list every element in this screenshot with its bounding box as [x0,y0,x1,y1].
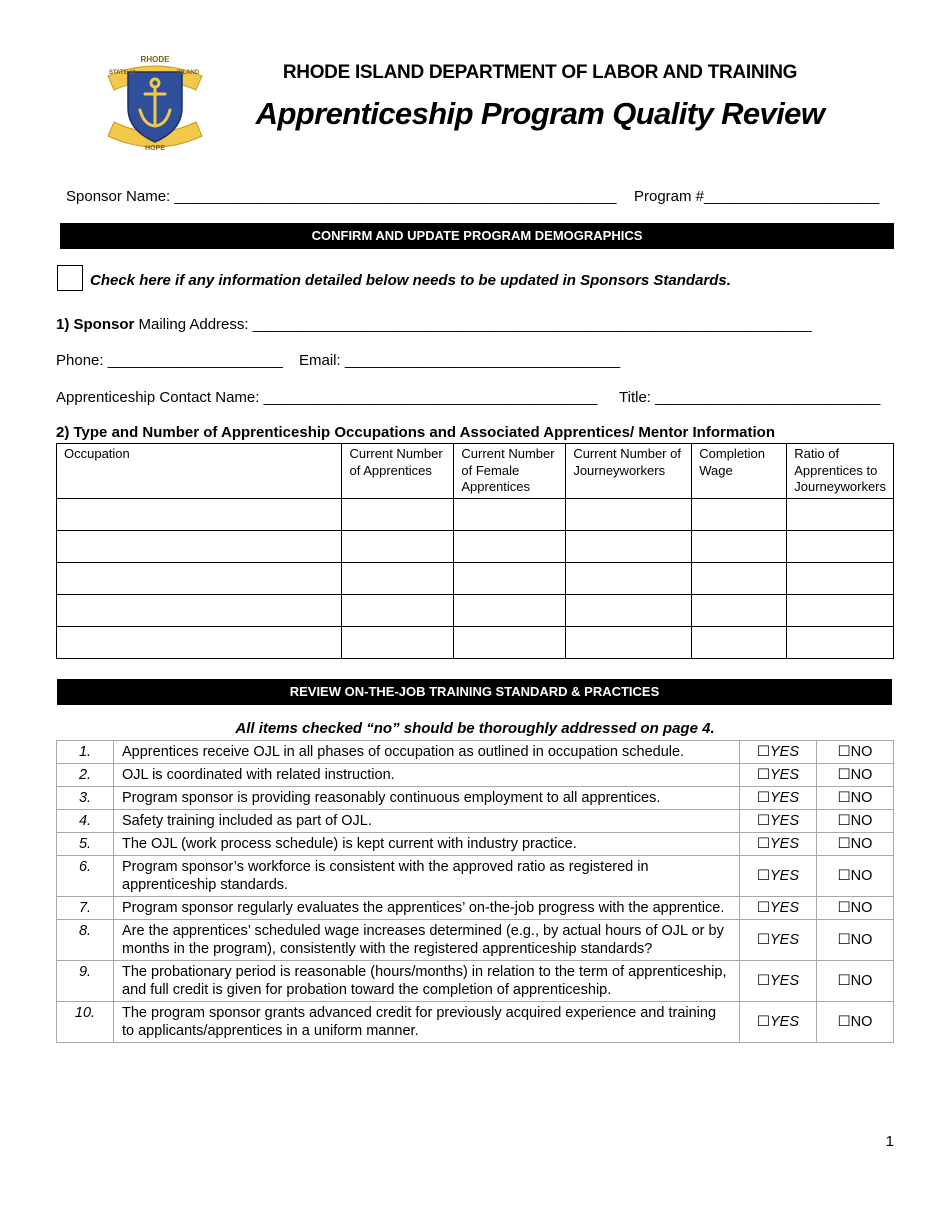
yes-checkbox[interactable]: ☐YES [756,767,799,783]
demographics-section-heading: CONFIRM AND UPDATE PROGRAM DEMOGRAPHICS [60,223,894,249]
column-header-female-apprentices: Current Number of Female Apprentices [454,444,566,499]
review-item-number: 2. [78,767,92,783]
occupation-row [57,562,894,594]
table-cell[interactable] [342,562,454,594]
no-checkbox[interactable]: ☐NO [837,813,873,829]
review-cell [114,741,740,764]
no-checkbox[interactable]: ☐NO [837,767,873,783]
review-note: All items checked “no” should be thoroughly addressed on page 4. [235,720,715,737]
table-cell[interactable] [57,530,342,562]
no-checkbox[interactable]: ☐NO [837,973,873,989]
column-header-ratio: Ratio of Apprentices to Journeyworkers [787,444,894,499]
yes-checkbox[interactable]: ☐YES [756,932,799,948]
review-cell [817,961,894,1002]
page-number: 1 [885,1133,894,1150]
table-cell[interactable] [692,562,787,594]
table-cell[interactable] [566,626,692,658]
review-cell [817,787,894,810]
table-cell[interactable] [566,498,692,530]
occupations-section-title: 2) Type and Number of Apprenticeship Occupations and Associated Apprentices/ Mentor Information [56,424,775,441]
review-item-number: 3. [78,790,92,806]
review-item-text: Program sponsor’s workforce is consistent with the approved ratio as registered in apprenticeship standards. [122,859,649,893]
review-cell [57,810,114,833]
review-item-number: 7. [78,900,92,916]
review-cell [740,897,817,920]
table-cell[interactable] [692,530,787,562]
review-cell [114,1002,740,1043]
no-checkbox[interactable]: ☐NO [837,868,873,884]
review-item-text: Safety training included as part of OJL. [122,813,372,829]
review-cell [57,856,114,897]
review-cell [114,787,740,810]
table-cell[interactable] [566,530,692,562]
review-cell [740,1002,817,1043]
update-standards-note: Check here if any information detailed below needs to be updated in Sponsors Standards. [90,272,731,289]
review-cell [57,961,114,1002]
review-item-text: OJL is coordinated with related instruction. [122,767,395,783]
review-checklist-table [56,740,894,1043]
seal-text-right: ISLAND [176,70,200,76]
seal-text-bottom: HOPE [145,145,165,152]
table-cell[interactable] [454,562,566,594]
review-item-number: 4. [78,813,92,829]
review-cell [817,1002,894,1043]
review-item-row [57,856,894,897]
table-cell[interactable] [454,498,566,530]
review-cell [114,961,740,1002]
review-cell [57,920,114,961]
review-cell [817,833,894,856]
review-item-number: 8. [78,923,92,939]
review-cell [57,1002,114,1043]
form-title: Apprenticeship Program Quality Review [255,96,825,131]
sponsor-section-label: 1) Sponsor [56,316,135,333]
review-cell [740,856,817,897]
review-cell [57,897,114,920]
table-cell[interactable] [787,626,894,658]
occupation-row [57,594,894,626]
program-number-field[interactable]: Program #_____________________ [634,188,880,205]
review-cell [740,961,817,1002]
yes-checkbox[interactable]: ☐YES [756,900,799,916]
email-field[interactable]: Email: _________________________________ [299,352,621,369]
review-item-text: Program sponsor is providing reasonably continuous employment to all apprentices. [122,790,661,806]
table-cell[interactable] [566,562,692,594]
mailing-address-field[interactable] [56,316,812,333]
review-cell [114,764,740,787]
review-cell [740,810,817,833]
yes-checkbox[interactable]: ☐YES [756,744,799,760]
review-cell [817,741,894,764]
yes-checkbox[interactable]: ☐YES [756,1014,799,1030]
table-cell[interactable] [692,498,787,530]
column-header-current-apprentices: Current Number of Apprentices [342,444,454,499]
occupation-row [57,530,894,562]
review-cell [57,741,114,764]
table-cell[interactable] [692,594,787,626]
review-cell [114,810,740,833]
contact-name-field[interactable]: Apprenticeship Contact Name: ________________________________________ [56,389,598,406]
review-item-text: The probationary period is reasonable (hours/months) in relation to the term of apprenticeship, and full credit is given for probation toward the completion of apprenticeship. [122,964,727,998]
review-cell [817,764,894,787]
review-item-row [57,764,894,787]
review-cell [817,897,894,920]
yes-checkbox[interactable]: ☐YES [756,813,799,829]
review-cell [740,741,817,764]
occupations-table [56,443,894,659]
review-item-row [57,1002,894,1043]
table-cell[interactable] [787,498,894,530]
occupation-row [57,498,894,530]
review-cell [57,764,114,787]
review-item-text: Apprentices receive OJL in all phases of occupation as outlined in occupation schedule. [122,744,685,760]
review-cell [740,764,817,787]
review-item-row [57,833,894,856]
table-cell[interactable] [342,594,454,626]
review-item-text: Are the apprentices’ scheduled wage increases determined (e.g., by actual hours of OJL or by months in the program), consistently with the registered apprenticeship standards? [122,923,724,957]
table-cell[interactable] [454,530,566,562]
yes-checkbox[interactable]: ☐YES [756,790,799,806]
review-cell [740,920,817,961]
column-header-occupation: Occupation [57,444,342,499]
seal-text-top: RHODE [140,55,170,64]
seal-text-left: STATE of [108,70,136,76]
yes-checkbox[interactable]: ☐YES [756,836,799,852]
review-item-number: 1. [78,744,92,760]
table-cell[interactable] [787,562,894,594]
review-item-row [57,810,894,833]
review-cell [114,856,740,897]
contact-title-field[interactable]: Title: ___________________________ [619,389,881,406]
phone-field[interactable]: Phone: _____________________ [56,352,283,369]
review-cell [114,897,740,920]
no-checkbox[interactable]: ☐NO [837,836,873,852]
review-cell [740,833,817,856]
review-cell [57,787,114,810]
update-standards-checkbox[interactable] [57,265,83,291]
review-cell [817,856,894,897]
review-item-text: Program sponsor regularly evaluates the apprentices’ on-the-job progress with the apprentice. [122,900,725,916]
column-header-completion-wage: Completion Wage [692,444,787,499]
table-cell[interactable] [57,626,342,658]
table-cell[interactable] [787,530,894,562]
table-cell[interactable] [57,594,342,626]
review-cell [114,920,740,961]
column-header-journeyworkers: Current Number of Journeyworkers [566,444,692,499]
table-cell[interactable] [342,530,454,562]
review-cell [817,920,894,961]
table-cell[interactable] [566,594,692,626]
review-cell [114,833,740,856]
table-cell[interactable] [57,562,342,594]
review-item-number: 5. [78,836,92,852]
review-item-number: 9. [78,964,92,980]
yes-checkbox[interactable]: ☐YES [756,868,799,884]
occupation-row [57,626,894,658]
review-item-row [57,741,894,764]
no-checkbox[interactable]: ☐NO [837,790,873,806]
mailing-address-label: Mailing Address: ___________________________________________________________________ [134,316,812,333]
review-item-row [57,961,894,1002]
no-checkbox[interactable]: ☐NO [837,932,873,948]
table-cell[interactable] [342,498,454,530]
review-item-number: 10. [74,1005,96,1021]
review-item-row [57,787,894,810]
table-cell[interactable] [57,498,342,530]
review-cell [817,810,894,833]
review-cell [740,787,817,810]
agency-name: RHODE ISLAND DEPARTMENT OF LABOR AND TRAINING [282,62,798,83]
review-item-text: The program sponsor grants advanced credit for previously acquired experience and training to applicants/apprentices in a uniform manner. [122,1005,717,1039]
review-section-heading: REVIEW ON-THE-JOB TRAINING STANDARD & PRACTICES [57,679,892,705]
no-checkbox[interactable]: ☐NO [837,900,873,916]
review-item-text: The OJL (work process schedule) is kept current with industry practice. [122,836,577,852]
no-checkbox[interactable]: ☐NO [837,744,873,760]
rhode-island-seal-logo [100,50,210,154]
table-cell[interactable] [342,626,454,658]
sponsor-name-field[interactable]: Sponsor Name: _____________________________________________________ [66,188,617,205]
table-cell[interactable] [454,626,566,658]
review-item-number: 6. [78,859,92,875]
table-cell[interactable] [787,594,894,626]
yes-checkbox[interactable]: ☐YES [756,973,799,989]
review-item-row [57,897,894,920]
table-cell[interactable] [692,626,787,658]
review-cell [57,833,114,856]
review-item-row [57,920,894,961]
no-checkbox[interactable]: ☐NO [837,1014,873,1030]
table-cell[interactable] [454,594,566,626]
